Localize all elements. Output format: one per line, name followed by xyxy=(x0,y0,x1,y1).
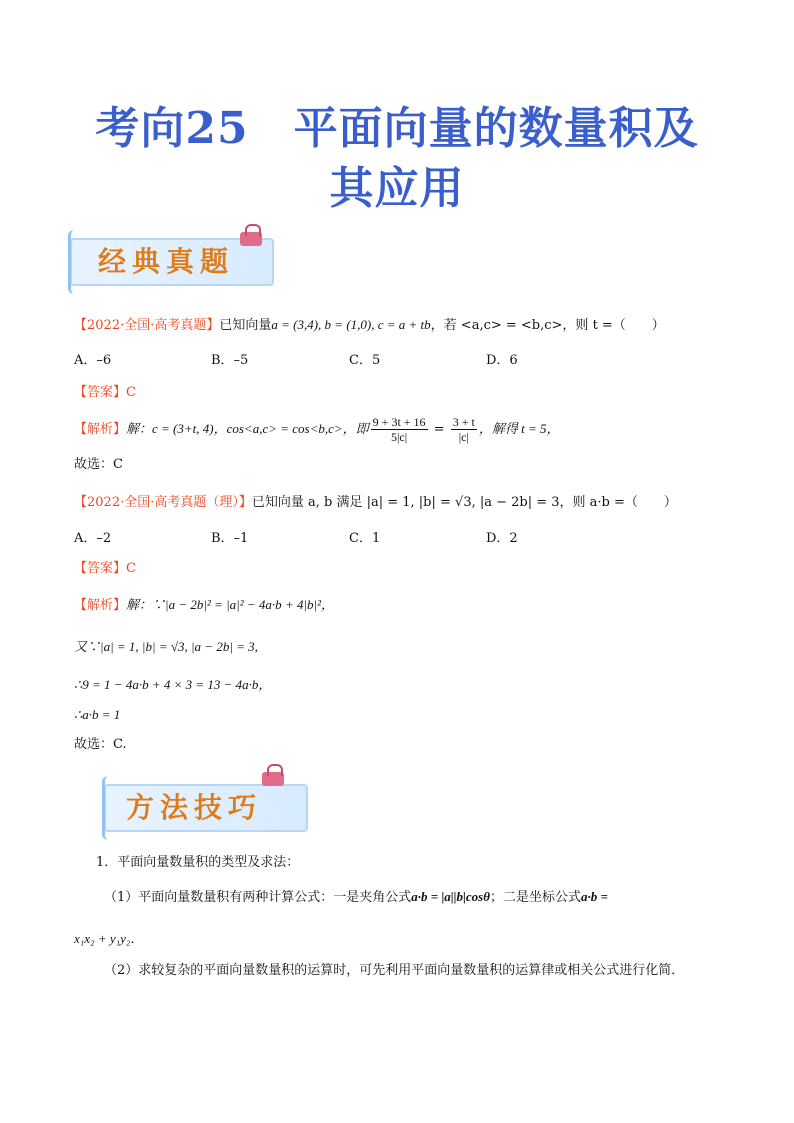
q2-step4 xyxy=(74,706,120,725)
q2-answer-value: C xyxy=(126,561,136,576)
q2-analysis-text: 解：∵|a − 2b|² = |a|² − 4a·b + 4|b|²， xyxy=(126,597,334,612)
q2-option-a: A．–2 xyxy=(74,531,112,546)
q1-source: 【2022·全国·高考真题】 xyxy=(74,318,220,333)
q2-answer xyxy=(74,560,136,578)
paper-clip-icon xyxy=(240,232,262,246)
q1-choose xyxy=(74,456,123,474)
method-p1 xyxy=(104,888,608,907)
q2-option-b: B．–1 xyxy=(211,531,249,546)
q1-analysis-label: 【解析】 xyxy=(74,422,127,437)
q2-step3 xyxy=(74,676,271,695)
method-item1 xyxy=(96,854,299,872)
q1-fraction-2 xyxy=(451,415,477,444)
q1-stem-text: 已知向量 xyxy=(219,318,272,333)
method-p1-formula2: a·b = xyxy=(580,889,608,904)
q1-analysis-pre: 解：c = (3+t, 4)，cos<a,c> = cos<b,c>，即 xyxy=(126,421,369,436)
q1-frac2-denominator: |c| xyxy=(458,430,469,444)
q2-option-c: C．1 xyxy=(349,531,381,546)
q1-choose-text: 故选：C xyxy=(74,457,123,472)
q2-step2-text: 又∵|a| = 1, |b| = √3, |a − 2b| = 3, xyxy=(74,639,258,654)
paper-clip-icon xyxy=(262,772,284,786)
q1-option-a: A．–6 xyxy=(74,353,112,368)
q1-option-b: B．–5 xyxy=(211,353,249,368)
q1-answer-value: C xyxy=(126,385,136,400)
method-p1-cont xyxy=(74,930,143,949)
q2-step4-text: ∴a·b = 1 xyxy=(74,707,121,722)
q2-answer-label: 【答案】 xyxy=(74,561,127,576)
q1-frac1-denominator: 5|c| xyxy=(391,430,408,444)
section-banner-method xyxy=(104,778,314,834)
method-p1-mid: ；二是坐标公式 xyxy=(489,890,581,905)
q2-stem xyxy=(74,494,677,512)
section-label: 方法技巧 xyxy=(126,791,263,824)
method-p2: （2）求较复杂的平面向量数量积的运算时，可先利用平面向量数量积的运算律或相关公式进行化简． xyxy=(104,963,685,978)
q2-option-d: D．2 xyxy=(486,531,518,546)
page-title-line1: 考向25 平面向量的数量积及 xyxy=(95,103,699,154)
section-banner-classic xyxy=(70,232,280,288)
q2-analysis-label: 【解析】 xyxy=(74,598,127,613)
q2-step3-text: ∴9 = 1 − 4a·b + 4 × 3 = 13 − 4a·b， xyxy=(74,677,272,692)
q1-option-d: D．6 xyxy=(486,353,518,368)
q2-source: 【2022·全国·高考真题（理）】 xyxy=(74,495,252,510)
method-p1-cont-text: x₁x₂ + y₁y₂． xyxy=(74,931,144,946)
q2-choose-text: 故选：C. xyxy=(74,737,127,752)
q2-choose xyxy=(74,736,127,754)
q1-formula: a = (3,4), b = (1,0), c = a + tb xyxy=(271,317,431,332)
q1-fraction-1 xyxy=(371,415,428,444)
q1-equals: = xyxy=(429,422,449,437)
page-title-line2: 其应用 xyxy=(329,163,465,214)
method-p1-text: （1）平面向量数量积有两种计算公式：一是夹角公式 xyxy=(104,890,412,905)
q1-answer xyxy=(74,384,136,402)
q1-frac2-numerator: 3 + t xyxy=(452,415,475,429)
q2-stem-text: 已知向量 a, b 满足 |a| = 1, |b| = √3, |a − 2b| = 3，则 a·b =（ ） xyxy=(251,495,677,510)
q1-frac1-numerator: 9 + 3t + 16 xyxy=(372,415,426,429)
method-item1-text: 1．平面向量数量积的类型及求法： xyxy=(96,855,300,870)
q1-analysis-post: ，解得 t = 5， xyxy=(478,421,560,436)
q2-step2 xyxy=(74,638,258,657)
q1-condition: ，若 <a,c> = <b,c>，则 t =（ ） xyxy=(430,318,665,333)
q2-analysis xyxy=(74,596,334,615)
q1-analysis xyxy=(74,412,559,447)
q1-answer-label: 【答案】 xyxy=(74,385,127,400)
section-label: 经典真题 xyxy=(98,245,235,278)
q1-stem xyxy=(74,316,665,335)
q1-option-c: C．5 xyxy=(349,353,381,368)
method-p1-formula1: a·b = |a||b|cosθ xyxy=(411,889,490,904)
